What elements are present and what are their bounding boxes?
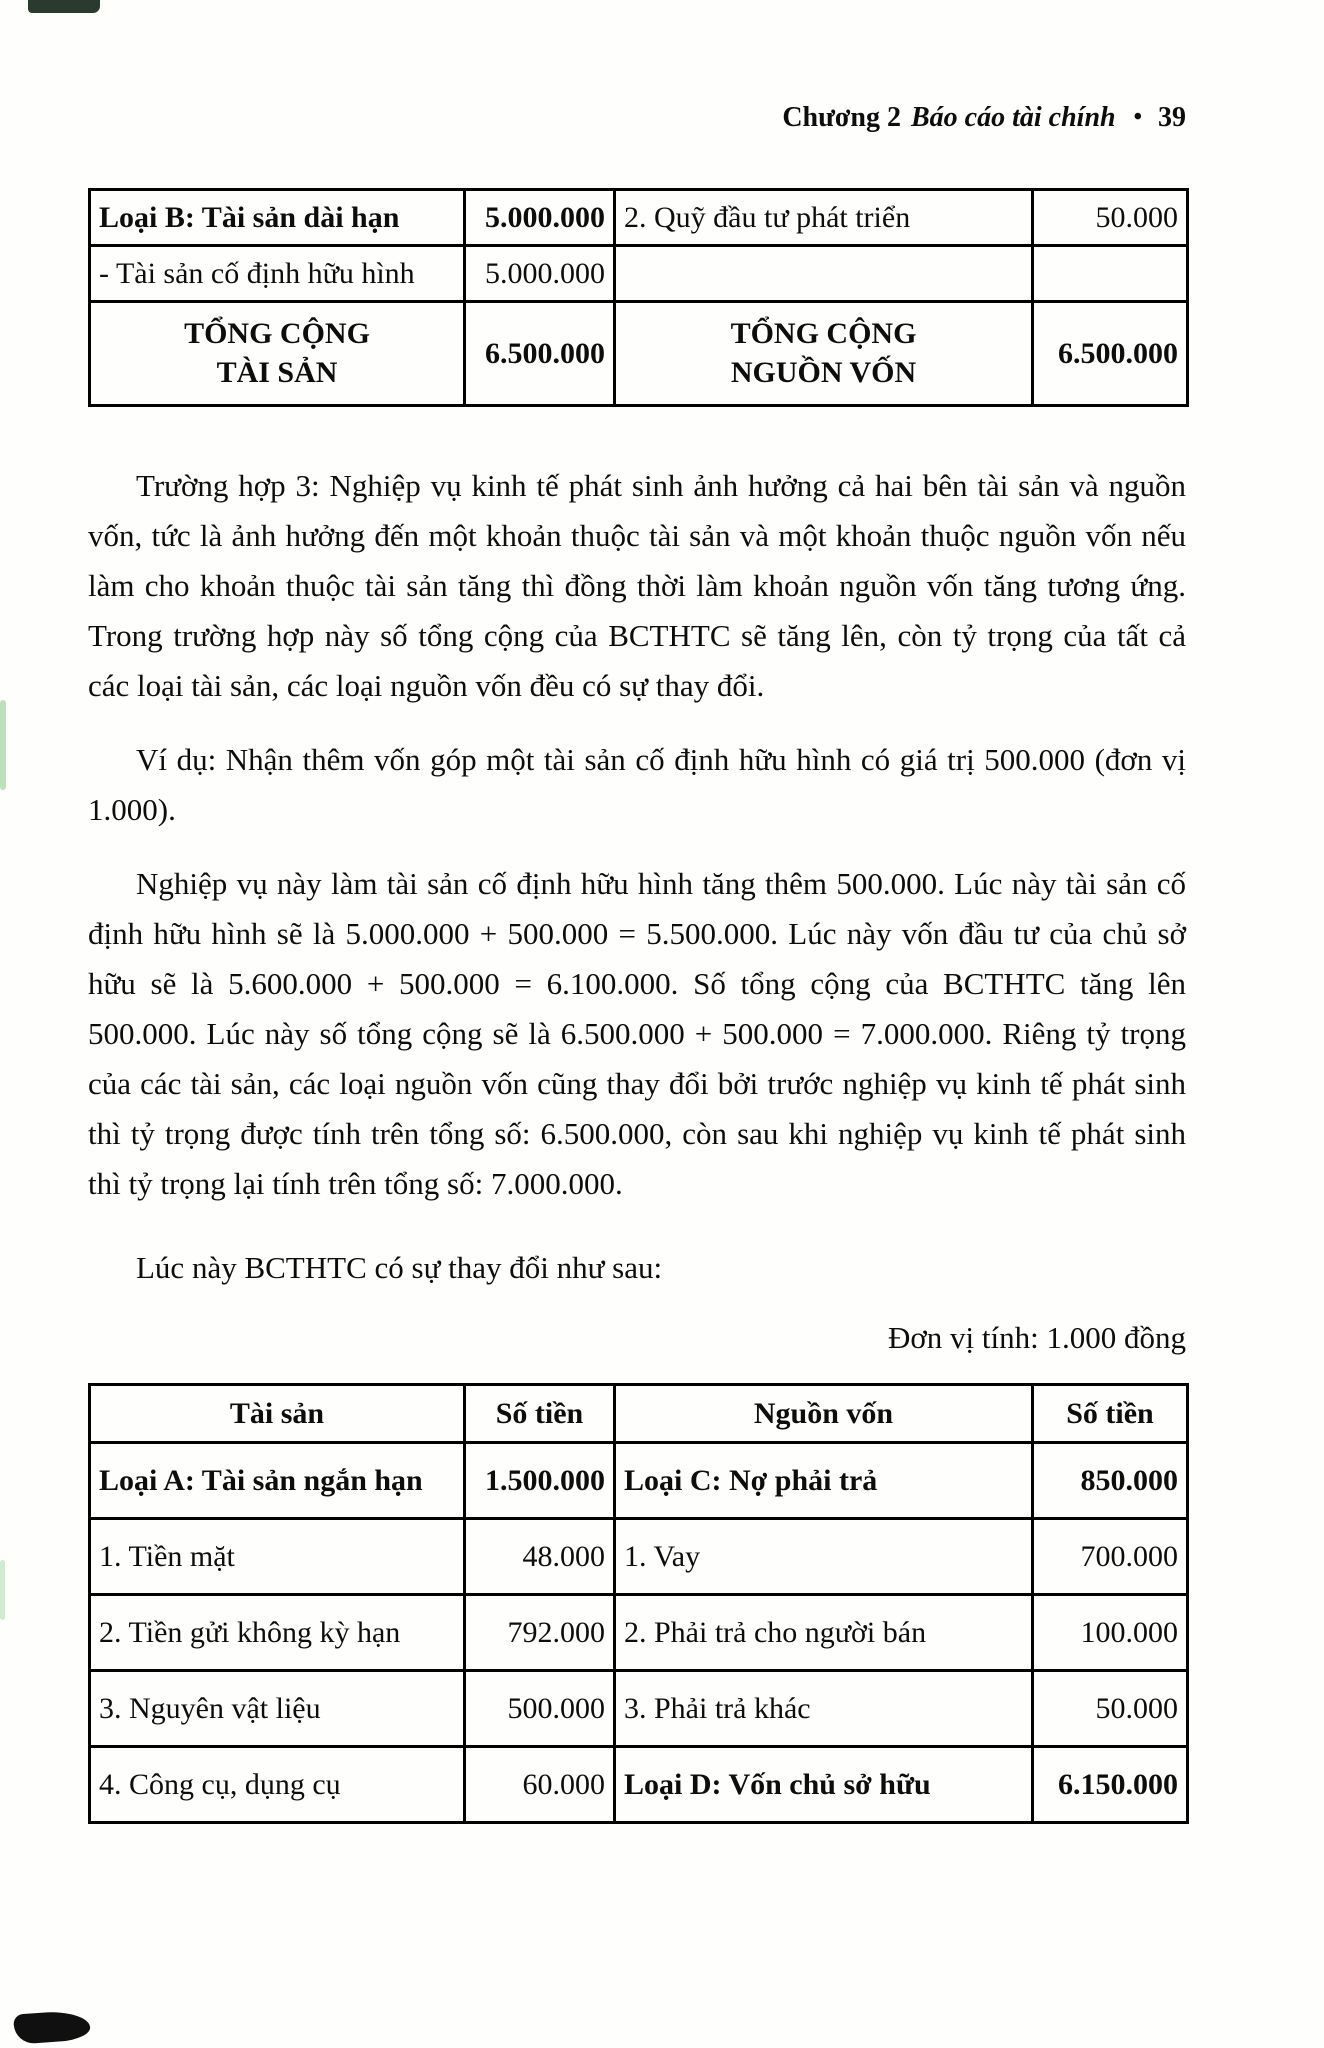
column-header-amount: Số tiền [465,1385,615,1443]
capital-label-cell: Loại C: Nợ phải trả [615,1443,1033,1519]
total-capital-amount-cell: 6.500.000 [1033,302,1188,406]
table-header-row [90,1385,1188,1443]
asset-amount-cell: 792.000 [465,1595,615,1671]
total-capital-line2: NGUỒN VỐN [730,355,917,389]
page-number: 39 [1158,102,1186,133]
scan-artifact-left-edge [0,1560,5,1620]
asset-label-cell: - Tài sản cố định hữu hình [90,246,465,302]
balance-sheet-table-continued [88,188,1189,407]
table-row [90,1443,1188,1519]
asset-amount-cell: 60.000 [465,1747,615,1823]
table-total-row [90,302,1188,406]
scan-artifact-left-edge [0,700,6,790]
capital-label-cell [615,246,1033,302]
total-capital-label-cell [615,302,1033,406]
column-header-assets: Tài sản [90,1385,465,1443]
asset-label-cell: 3. Nguyên vật liệu [90,1671,465,1747]
paragraph-explanation: Nghiệp vụ này làm tài sản cố định hữu hình tăng thêm 500.000. Lúc này tài sản cố định hữu hình sẽ là 5.000.000 + 500.000 = 5.500.000. Lúc này vốn đầu tư của chủ sở hữu sẽ là 5.600.000 + 500.000 = 6.100.000. Số tổng cộng của BCTHTC tăng lên 500.000. Lúc này số tổng cộng sẽ là 6.500.000 + 500.000 = 7.000.000. Riêng tỷ trọng của các tài sản, các loại nguồn vốn cũng thay đổi bởi trước nghiệp vụ kinh tế phát sinh thì tỷ trọng được tính trên tổng số: 6.500.000, còn sau khi nghiệp vụ kinh tế phát sinh thì tỷ trọng lại tính trên tổng số: 7.000.000. [88,866,1186,1201]
page-content [88,0,1186,1824]
capital-label-cell: 3. Phải trả khác [615,1671,1033,1747]
balance-sheet-table-after-change [88,1383,1189,1824]
capital-amount-cell: 6.150.000 [1033,1747,1188,1823]
asset-label-cell: 4. Công cụ, dụng cụ [90,1747,465,1823]
column-header-capital: Nguồn vốn [615,1385,1033,1443]
capital-amount-cell: 700.000 [1033,1519,1188,1595]
total-assets-label-cell [90,302,465,406]
capital-amount-cell: 50.000 [1033,190,1188,246]
capital-label-cell: 2. Phải trả cho người bán [615,1595,1033,1671]
total-capital-line1: TỔNG CỘNG [730,317,917,351]
asset-amount-cell: 5.000.000 [465,246,615,302]
capital-amount-cell: 100.000 [1033,1595,1188,1671]
capital-label-cell: 1. Vay [615,1519,1033,1595]
asset-amount-cell: 1.500.000 [465,1443,615,1519]
asset-amount-cell: 48.000 [465,1519,615,1595]
asset-amount-cell: 5.000.000 [465,190,615,246]
capital-label-cell: Loại D: Vốn chủ sở hữu [615,1747,1033,1823]
capital-label-cell: 2. Quỹ đầu tư phát triển [615,190,1033,246]
paragraph-example: Ví dụ: Nhận thêm vốn góp một tài sản cố định hữu hình có giá trị 500.000 (đơn vị 1.000). [88,742,1186,827]
table-row [90,190,1188,246]
table-row [90,1519,1188,1595]
total-assets-line2: TÀI SẢN [216,355,338,389]
asset-amount-cell: 500.000 [465,1671,615,1747]
paragraph-case-3: Trường hợp 3: Nghiệp vụ kinh tế phát sinh ảnh hưởng cả hai bên tài sản và nguồn vốn, tức là ảnh hưởng đến một khoản thuộc tài sản và một khoản thuộc nguồn vốn nếu làm cho khoản thuộc tài sản tăng thì đồng thời làm khoản nguồn vốn tăng tương ứng. Trong trường hợp này số tổng cộng của BCTHTC sẽ tăng lên, còn tỷ trọng của tất cả các loại tài sản, các loại nguồn vốn đều có sự thay đổi. [88,468,1186,703]
capital-amount-cell: 50.000 [1033,1671,1188,1747]
chapter-title: Báo cáo tài chính [911,102,1116,133]
running-header [88,102,1186,134]
asset-label-cell: Loại A: Tài sản ngắn hạn [90,1443,465,1519]
column-header-amount: Số tiền [1033,1385,1188,1443]
table-row [90,1671,1188,1747]
total-assets-amount-cell: 6.500.000 [465,302,615,406]
table-row [90,1747,1188,1823]
total-assets-line1: TỔNG CỘNG [184,317,370,351]
asset-label-cell: 2. Tiền gửi không kỳ hạn [90,1595,465,1671]
chapter-label: Chương 2 [782,102,901,133]
unit-note: Đơn vị tính: 1.000 đồng [888,1320,1186,1355]
asset-label-cell: 1. Tiền mặt [90,1519,465,1595]
scan-artifact-bottom-left [13,2009,91,2044]
capital-amount-cell: 850.000 [1033,1443,1188,1519]
header-separator-bullet: • [1133,104,1142,130]
asset-label-cell: Loại B: Tài sản dài hạn [90,190,465,246]
table-row [90,1595,1188,1671]
table-row [90,246,1188,302]
paragraph-lead-in: Lúc này BCTHTC có sự thay đổi như sau: [136,1250,663,1285]
capital-amount-cell [1033,246,1188,302]
